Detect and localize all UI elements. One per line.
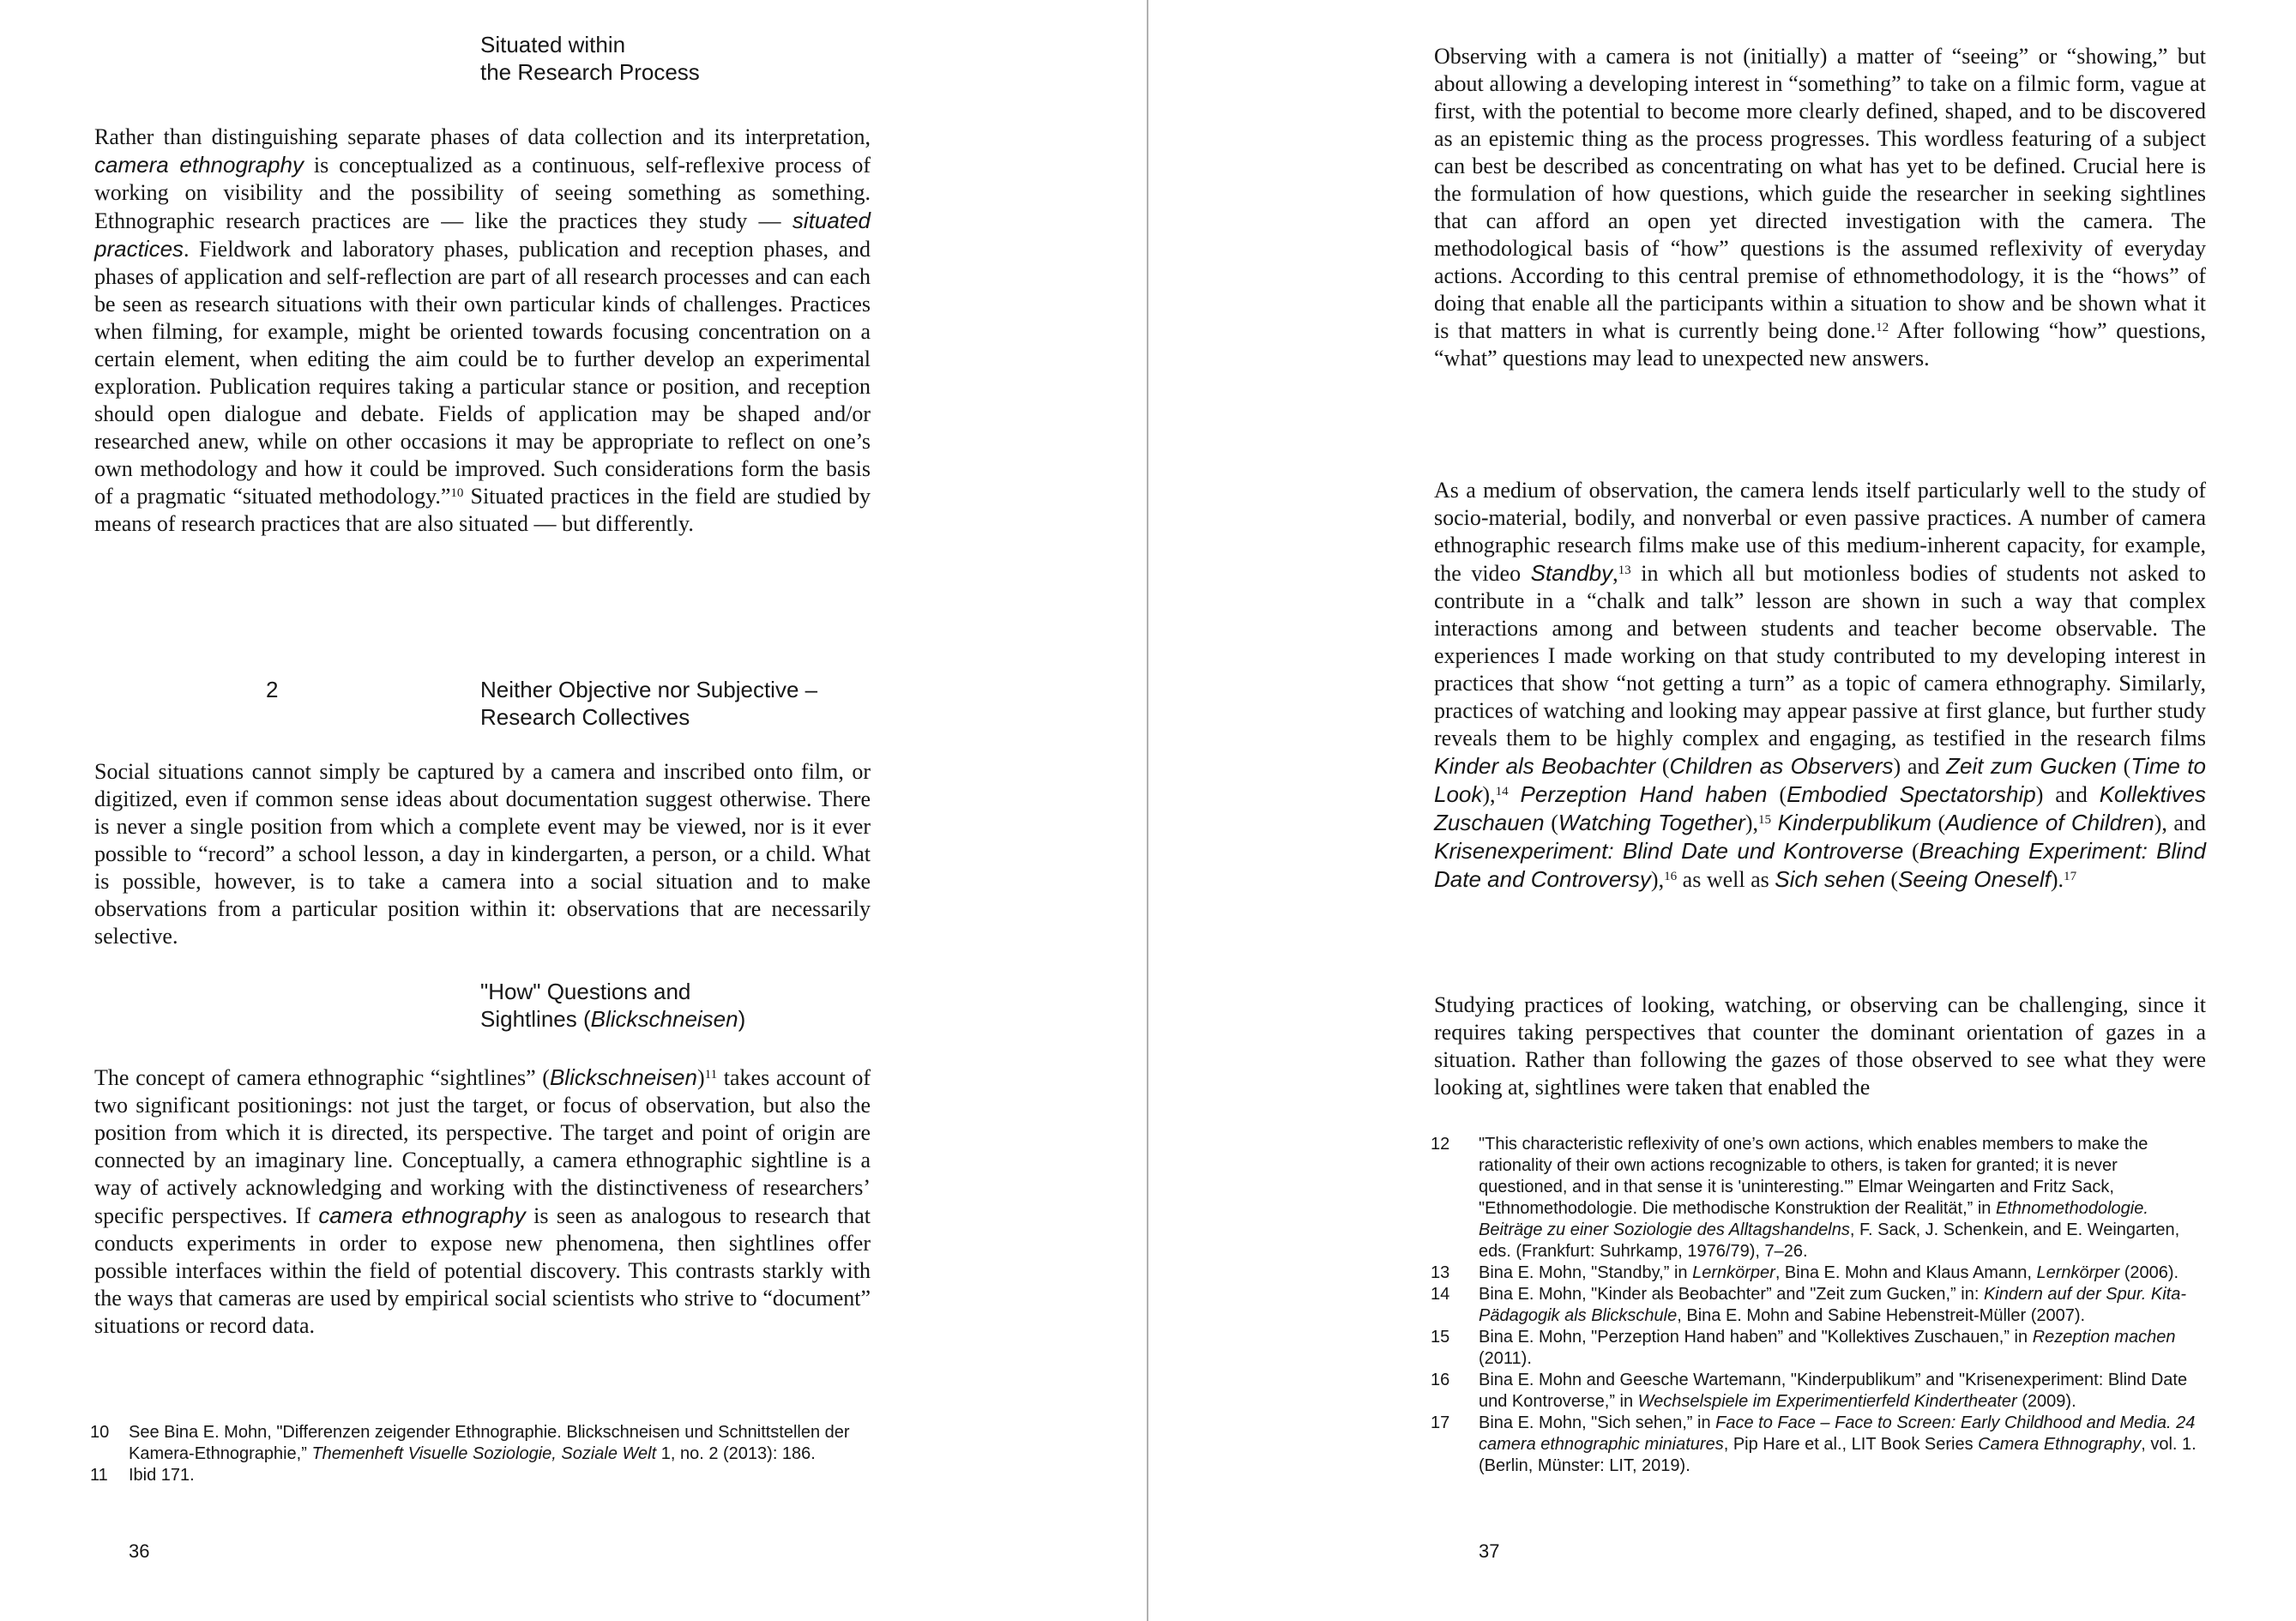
footnote — [90, 1465, 871, 1486]
footnote-number: 11 — [90, 1466, 108, 1485]
footnote-text: Ibid 171. — [129, 1466, 195, 1485]
footnote-text: "This characteristic reflexivity of one’s own actions, which enables members to make the rationality of their own actions recognizable to others, is taken for granted; it is never questioned, and in that sense it is 'uninteresting.'” Elmar Weingarten and Fritz Sack, "Ethnomethodologie. Die methodische Konstruktion der Realität,” in Ethnomethodologie. Beiträge zu einer Soziologie des Alltagshandelns, F. Sack, J. Schenkein, and E. Weingarten, eds. (Frankfurt: Suhrkamp, 1976/79), 7–26. — [1479, 1135, 2180, 1261]
footnote-text: Bina E. Mohn, "Perzeption Hand haben” and "Kollektives Zuschauen,” in Rezeption machen (2011). — [1479, 1328, 2176, 1368]
section-heading-neither — [480, 676, 817, 731]
page-number: 37 — [1479, 1540, 1500, 1562]
footnote-text: See Bina E. Mohn, "Differenzen zeigender Ethnographie. Blickschneisen und Schnittstellen der Kamera-Ethnographie,” Themenheft Visuelle Soziologie, Soziale Welt 1, no. 2 (2013): 186. — [129, 1423, 850, 1463]
footnote-text: Bina E. Mohn, "Standby,” in Lernkörper, Bina E. Mohn and Klaus Amann, Lernkörper (2006). — [1479, 1263, 2179, 1282]
page-gutter-line — [1147, 0, 1148, 1621]
section-heading-situated — [480, 31, 700, 86]
footnotes-left — [90, 1422, 871, 1486]
paragraph: Studying practices of looking, watching, or observing can be challenging, since it requires taking perspectives that counter the dominant orientation of gazes in a situation. Rather than following the gazes of those observed to see what they were looking at, sightlines were taken that enabled the — [1434, 992, 2206, 1100]
heading-line: "How" Questions and — [480, 979, 691, 1004]
heading-line: Sightlines (Blickschneisen) — [480, 1006, 746, 1032]
page-right — [1431, 0, 2206, 1621]
footnote-number: 15 — [1431, 1328, 1450, 1347]
page-number: 36 — [129, 1540, 150, 1562]
heading-line: Situated within — [480, 32, 626, 57]
footnote — [1431, 1262, 2206, 1284]
paragraph: As a medium of observation, the camera lends itself particularly well to the study of socio-material, bodily, and nonverbal or even passive practices. A number of camera ethnographic research films make use of this medium-inherent capacity, for example, the video Standby,$^{13}$ in which all but motionless bodies of students not asked to contribute in a “chalk and talk” lesson are shown in such a way that complex interactions among and between students and teacher become observable. The experiences I made working on that study contributed to my developing interest in practices that show “not getting a turn” as a topic of camera ethnography. Similarly, practices of watching and looking may appear passive at first glance, but further study reveals them to be highly complex and engaging, as testified in the research films Kinder als Beobachter (Children as Observers) and Zeit zum Gucken (Time to Look),$^{14}$ Perzeption Hand haben (Embodied Spectatorship) and Kollektives Zuschauen (Watching Together),$^{15}$ Kinderpublikum (Audience of Children), and Krisenexperiment: Blind Date und Kontroverse (Breaching Experiment: Blind Date and Controversy),$^{16}$ as well as Sich sehen (Seeing Oneself).$^{17}$ — [1434, 478, 2206, 892]
footnote-number: 10 — [90, 1423, 110, 1442]
footnote-number: 12 — [1431, 1135, 1450, 1154]
footnote-text: Bina E. Mohn, "Kinder als Beobachter” and "Zeit zum Gucken,” in: Kindern auf der Spur. Kita-Pädagogik als Blickschule, Bina E. Mohn and Sabine Hebenstreit-Müller (2007). — [1479, 1285, 2186, 1325]
footnote-text: Bina E. Mohn, "Sich sehen,” in Face to Face – Face to Screen: Early Childhood and Media. 24 camera ethnographic miniatures, Pip Hare et al., LIT Book Series Camera Ethnography, vol. 1. (Berlin, Münster: LIT, 2019). — [1479, 1413, 2197, 1475]
paragraph: Social situations cannot simply be captured by a camera and inscribed onto film, or digitized, even if common sense ideas about documentation suggest otherwise. There is never a single position from which a complete event may be viewed, nor is it ever possible to “record” a school lesson, a day in kindergarten, a person, or a child. What is possible, however, is to take a camera into a social situation and to make observations from a particular position within it: observations that are necessarily selective. — [94, 759, 871, 949]
section-number: 2 — [266, 677, 279, 702]
section-heading-how — [480, 978, 745, 1033]
footnote-number: 13 — [1431, 1263, 1450, 1282]
paragraph: Observing with a camera is not (initially) a matter of “seeing” or “showing,” but about allowing a developing interest in “something” to take on a filmic form, vague at first, with the potential to become more clearly defined, shaped, and to be discovered as an epistemic thing as the process progresses. This wordless featuring of a subject can best be described as concentrating on what has yet to be defined. Crucial here is the formulation of how questions, which guide the researcher in seeking sightlines that can afford an open yet directed investigation with the camera. The methodological basis of “how” questions is the assumed reflexivity of everyday actions. According to this central premise of ethnomethodology, it is the “hows” of doing that enable all the participants within a situation to show and be shown what it is that matters in what is currently being done.$^{12}$ After following “how” questions, “what” questions may lead to unexpected new answers. — [1434, 44, 2206, 371]
heading-line: Neither Objective nor Subjective – — [480, 677, 818, 702]
footnote-text: Bina E. Mohn and Geesche Wartemann, "Kinderpublikum” and "Krisenexperiment: Blind Date und Kontroverse,” in Wechselspiele im Experimentierfeld Kindertheater (2009). — [1479, 1371, 2188, 1411]
footnote — [1431, 1134, 2206, 1262]
page-left — [90, 0, 871, 1621]
footnotes-right — [1431, 1134, 2206, 1477]
footnote — [90, 1422, 871, 1465]
heading-line: the Research Process — [480, 59, 700, 85]
footnote-number: 16 — [1431, 1371, 1450, 1389]
paragraph: Rather than distinguishing separate phases of data collection and its interpretation, camera ethnography is conceptualized as a continuous, self-reflexive process of working on visibility and the possibility of seeing something as something. Ethnographic research practices are — like the practices they study — situated practices. Fieldwork and laboratory phases, publication and reception phases, and phases of application and self-reflection are part of all research processes and can each be seen as research situations with their own particular kinds of challenges. Practices when filming, for example, might be oriented towards focusing concentration on a certain element, when editing the aim could be to further develop an experimental exploration. Publication requires taking a particular stance or position, and reception should open dialogue and debate. Fields of application may be shaped and/or researched anew, while on other occasions it may be appropriate to reflect on one’s own methodology and how it could be improved. Such considerations form the basis of a pragmatic “situated methodology.”$^{10}$ Situated practices in the field are studied by means of research practices that are also situated — but differently. — [94, 124, 871, 536]
footnote — [1431, 1327, 2206, 1370]
footnote — [1431, 1370, 2206, 1413]
paragraph: The concept of camera ethnographic “sightlines” (Blickschneisen)$^{11}$ takes account of two significant positionings: not just the target, or focus of observation, but also the position from which it is directed, its perspective. The target and point of origin are connected by an imaginary line. Conceptually, a camera ethnographic sightline is a way of actively acknowledging and working with the distinctiveness of researchers’ specific perspectives. If camera ethnography is seen as analogous to research that conducts experiments in order to expose new phenomena, then sightlines offer possible interfaces within the field of potential discovery. This contrasts starkly with the ways that cameras are used by empirical social scientists who strive to “document” situations or record data. — [94, 1064, 871, 1338]
heading-line: Research Collectives — [480, 704, 690, 730]
footnote-number: 17 — [1431, 1413, 1450, 1432]
footnote-number: 14 — [1431, 1285, 1450, 1304]
footnote — [1431, 1284, 2206, 1327]
footnote — [1431, 1413, 2206, 1477]
